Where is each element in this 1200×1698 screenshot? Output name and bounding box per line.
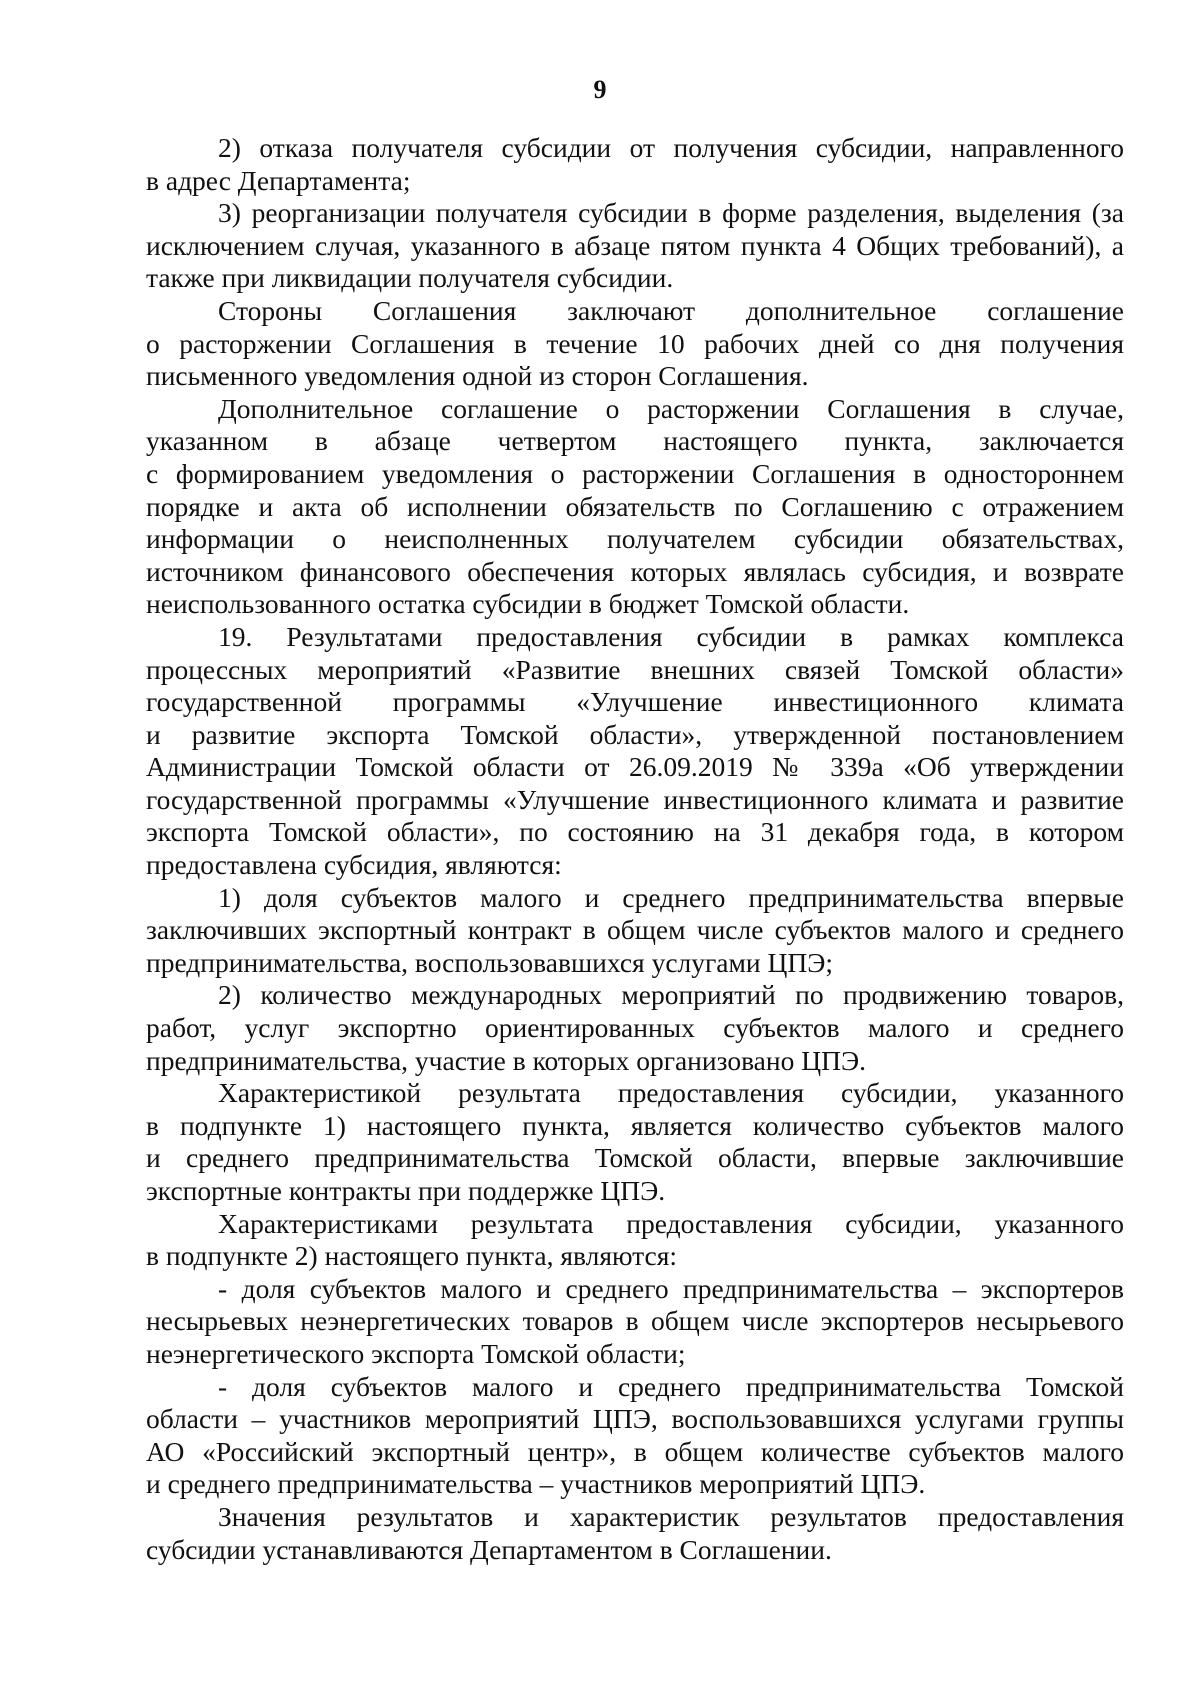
text-line: - доля субъектов малого и среднего предпринимательства – экспортеров [218,1272,1124,1304]
text-line: 3) реорганизации получателя субсидии в форме разделения, выделения (за [218,197,1124,229]
text-line: государственной программы «Улучшение инвестиционного климата и развитие [146,783,1124,815]
text-line: также при ликвидации получателя субсидии. [146,262,674,294]
text-line: неиспользованного остатка субсидии в бюджет Томской области. [146,588,910,620]
text-line: Администрации Томской области от 26.09.2019 № 339а «Об утверждении [146,751,1124,783]
text-line: и среднего предпринимательства Томской области, впервые заключившие [146,1142,1124,1174]
paragraph [146,1208,1124,1273]
paragraph [146,979,1124,1077]
text-line: несырьевых неэнергетических товаров в общем числе экспортеров несырьевого [146,1305,1124,1337]
text-line: письменного уведомления одной из сторон Соглашения. [146,360,809,392]
text-line: с формированием уведомления о расторжении Соглашения в одностороннем [146,457,1124,489]
text-line: 1) доля субъектов малого и среднего предпринимательства впервые [218,881,1124,913]
paragraph [146,1077,1124,1207]
text-line: информации о неисполненных получателем субсидии обязательствах, [146,523,1124,555]
text-line: источником финансового обеспечения которых являлась субсидия, и возврате [146,555,1124,587]
text-line: Дополнительное соглашение о расторжении Соглашения в случае, [218,392,1124,424]
text-line: неэнергетического экспорта Томской области; [146,1337,686,1369]
text-line: предпринимательства, воспользовавшихся услугами ЦПЭ; [146,946,833,978]
text-line: указанном в абзаце четвертом настоящего пункта, заключается [146,425,1124,457]
text-line: субсидии устанавливаются Департаментом в Соглашении. [146,1533,832,1565]
paragraph [146,393,1124,621]
text-line: и среднего предпринимательства – участников мероприятий ЦПЭ. [146,1468,926,1500]
page-number: 9 [593,75,607,104]
text-line: в подпункте 2) настоящего пункта, являются: [146,1240,678,1272]
paragraph [146,621,1124,882]
text-line: Значения результатов и характеристик результатов предоставления [218,1500,1124,1532]
text-line: области – участников мероприятий ЦПЭ, воспользовавшихся услугами группы [146,1403,1124,1435]
text-line: исключением случая, указанного в абзаце пятом пункта 4 Общих требований), а [146,229,1124,261]
text-line: экспортные контракты при поддержке ЦПЭ. [146,1175,666,1206]
text-line: процессных мероприятий «Развитие внешних связей Томской области» [146,653,1124,685]
document-body [146,132,1124,1566]
text-line: в адрес Департамента; [146,164,411,196]
text-line: Стороны Соглашения заключают дополнительное соглашение [218,294,1124,326]
paragraph [146,882,1124,980]
text-line: - доля субъектов малого и среднего предпринимательства Томской [218,1370,1124,1402]
text-line: предоставлена субсидия, являются: [146,849,562,881]
paragraph [146,1273,1124,1371]
paragraph [146,1371,1124,1501]
text-line: и развитие экспорта Томской области», утвержденной постановлением [146,718,1124,750]
text-line: заключивших экспортный контракт в общем числе субъектов малого и среднего [146,914,1124,946]
text-line: 19. Результатами предоставления субсидии в рамках комплекса [218,620,1124,652]
text-line: Характеристикой результата предоставления субсидии, указанного [218,1077,1124,1109]
text-line: государственной программы «Улучшение инвестиционного климата [146,686,1124,718]
text-line: работ, услуг экспортно ориентированных субъектов малого и среднего [146,1012,1124,1044]
paragraph [146,132,1124,197]
text-line: 2) количество международных мероприятий по продвижению товаров, [218,979,1124,1011]
paragraph [146,295,1124,393]
text-line: экспорта Томской области», по состоянию на 31 декабря года, в котором [146,816,1124,848]
text-line: о расторжении Соглашения в течение 10 рабочих дней со дня получения [146,327,1124,359]
text-line: 2) отказа получателя субсидии от получения субсидии, направленного [218,132,1124,163]
paragraph [146,197,1124,295]
text-line: Характеристиками результата предоставления субсидии, указанного [218,1207,1124,1239]
text-line: порядке и акта об исполнении обязательств по Соглашению с отражением [146,490,1124,522]
text-line: предпринимательства, участие в которых организовано ЦПЭ. [146,1044,866,1076]
text-line: в подпункте 1) настоящего пункта, является количество субъектов малого [146,1109,1124,1141]
paragraph [146,1501,1124,1566]
text-line: АО «Российский экспортный центр», в общем количестве субъектов малого [146,1435,1124,1467]
